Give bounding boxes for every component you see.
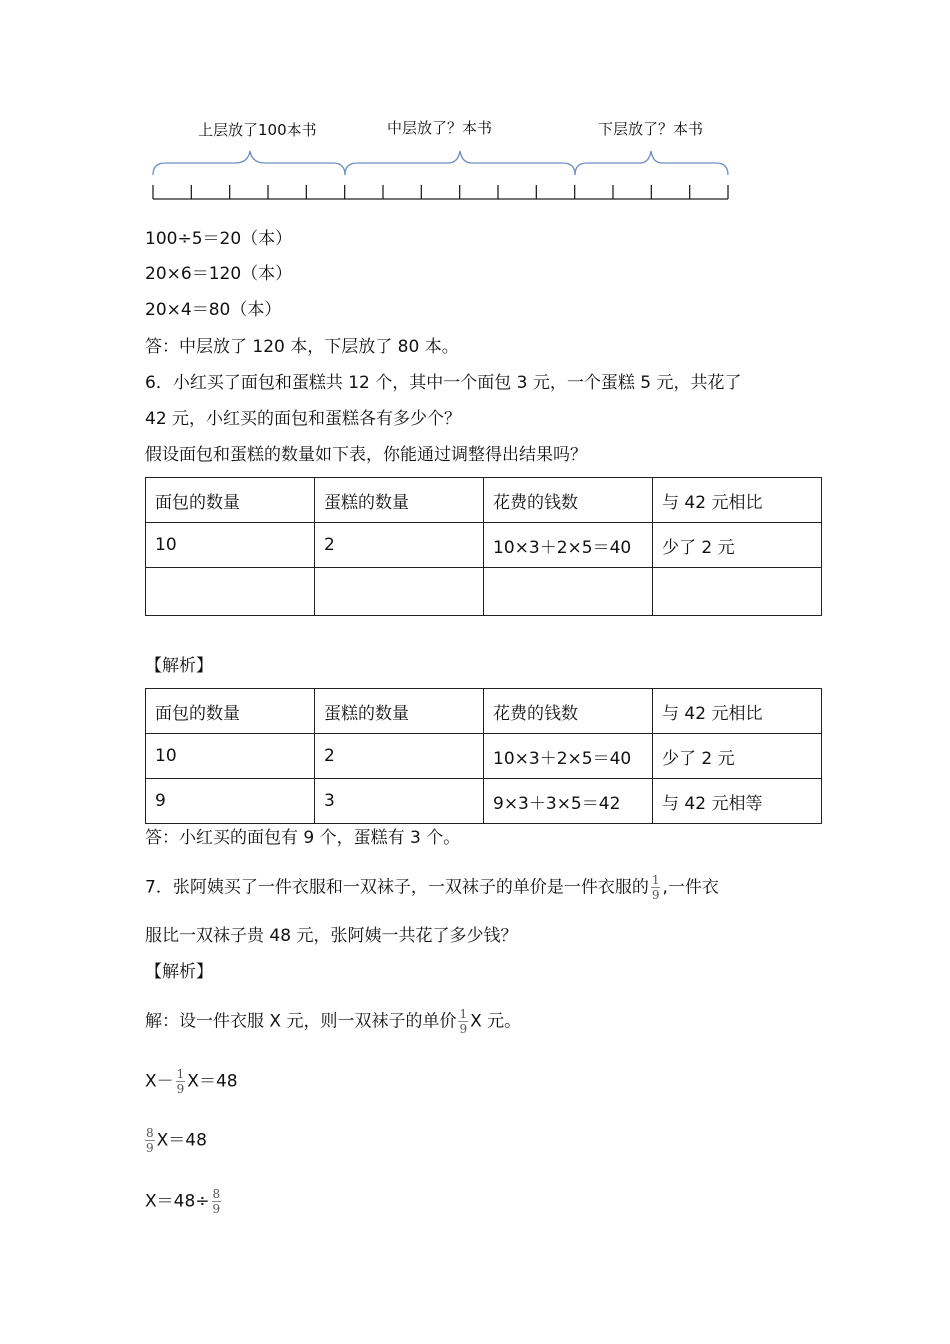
top-shelf-label: 上层放了100本书 [198, 121, 317, 139]
frac-denominator: 9 [459, 1022, 468, 1036]
q7-analysis-title: 【解析】 [145, 962, 213, 982]
frac-numerator: 8 [212, 1187, 221, 1201]
solve-text-before: 解：设一件衣服 X 元，则一双袜子的单价 [145, 1011, 457, 1032]
table-cell: 10×3＋2×5＝40 [484, 734, 653, 779]
top-brace [153, 151, 345, 175]
segment-ticks [153, 185, 728, 199]
header-cell: 蛋糕的数量 [315, 689, 484, 734]
fraction-eight-ninths [212, 1188, 222, 1215]
equation-2 [145, 1127, 207, 1154]
q7-text-line-1 [145, 874, 719, 901]
table-cell: 9 [146, 779, 315, 824]
q6-text-line-3: 假设面包和蛋糕的数量如下表，你能通过调整得出结果吗？ [145, 445, 587, 465]
header-cell: 花费的钱数 [484, 478, 653, 523]
q6-text-line-2: 42 元，小红买的面包和蛋糕各有多少个？ [145, 409, 462, 429]
answer-5: 答：中层放了 120 本，下层放了 80 本。 [145, 337, 459, 357]
q6-analysis-title: 【解析】 [145, 656, 213, 676]
fraction-one-ninth [651, 874, 661, 901]
middle-brace [345, 151, 575, 175]
table-cell: 10 [146, 734, 315, 779]
header-cell: 面包的数量 [146, 478, 315, 523]
bottom-brace [575, 151, 728, 175]
table-cell: 少了 2 元 [653, 734, 822, 779]
table-cell: 10×3＋2×5＝40 [484, 523, 653, 568]
q7-text-after: ,一件衣 [662, 877, 719, 898]
table-cell: 3 [315, 779, 484, 824]
q6-table [145, 477, 822, 616]
eq2-after: X＝48 [156, 1130, 207, 1151]
equation-3 [145, 1188, 223, 1215]
table-row [146, 779, 822, 824]
middle-shelf-label: 中层放了？本书 [387, 119, 493, 137]
table-cell: 9×3＋3×5＝42 [484, 779, 653, 824]
eq1-after: X＝48 [187, 1071, 238, 1092]
table-cell [653, 568, 822, 616]
table-cell: 2 [315, 734, 484, 779]
frac-numerator: 1 [651, 873, 660, 887]
table-row [146, 568, 822, 616]
fraction-one-ninth [176, 1068, 186, 1095]
frac-numerator: 8 [146, 1126, 154, 1140]
q7-text-line-2: 服比一双袜子贵 48 元，张阿姨一共花了多少钱？ [145, 926, 518, 946]
bottom-shelf-label: 下层放了？本书 [598, 120, 704, 138]
frac-denominator: 9 [651, 888, 660, 902]
answer-6: 答：小红买的面包有 9 个，蛋糕有 3 个。 [145, 828, 461, 848]
table-cell: 与 42 元相等 [653, 779, 822, 824]
frac-denominator: 9 [212, 1202, 221, 1216]
table-cell [315, 568, 484, 616]
frac-numerator: 1 [459, 1007, 468, 1021]
header-cell: 与 42 元相比 [653, 478, 822, 523]
header-cell: 与 42 元相比 [653, 689, 822, 734]
frac-denominator: 9 [176, 1082, 185, 1096]
header-cell: 蛋糕的数量 [315, 478, 484, 523]
table-cell: 10 [146, 523, 315, 568]
equation-1 [145, 1068, 238, 1095]
header-cell: 花费的钱数 [484, 689, 653, 734]
table-cell [484, 568, 653, 616]
header-cell: 面包的数量 [146, 689, 315, 734]
table-row [146, 523, 822, 568]
fraction-eight-ninths [145, 1127, 155, 1154]
calc-line-1: 100÷5＝20（本） [145, 229, 293, 249]
frac-numerator: 1 [176, 1067, 185, 1081]
table-cell [146, 568, 315, 616]
calc-line-2: 20×6＝120（本） [145, 264, 293, 284]
eq1-before: X－ [145, 1071, 174, 1092]
table-header-row [146, 689, 822, 734]
fraction-one-ninth [458, 1008, 468, 1035]
table-cell: 2 [315, 523, 484, 568]
q6-text-line-1: 6．小红买了面包和蛋糕共 12 个，其中一个面包 3 元，一个蛋糕 5 元，共花了 [145, 373, 742, 393]
solve-text-after: X 元。 [470, 1011, 522, 1032]
segment-diagram [140, 105, 740, 215]
table-row [146, 734, 822, 779]
q7-text-before: 7．张阿姨买了一件衣服和一双袜子，一双袜子的单价是一件衣服的 [145, 877, 649, 898]
table-header-row [146, 478, 822, 523]
calc-line-3: 20×4＝80（本） [145, 300, 282, 320]
frac-denominator: 9 [146, 1141, 154, 1155]
eq3-before: X＝48÷ [145, 1191, 210, 1212]
q7-solve-line [145, 1008, 521, 1035]
table-cell: 少了 2 元 [653, 523, 822, 568]
q6-analysis-table [145, 688, 822, 824]
